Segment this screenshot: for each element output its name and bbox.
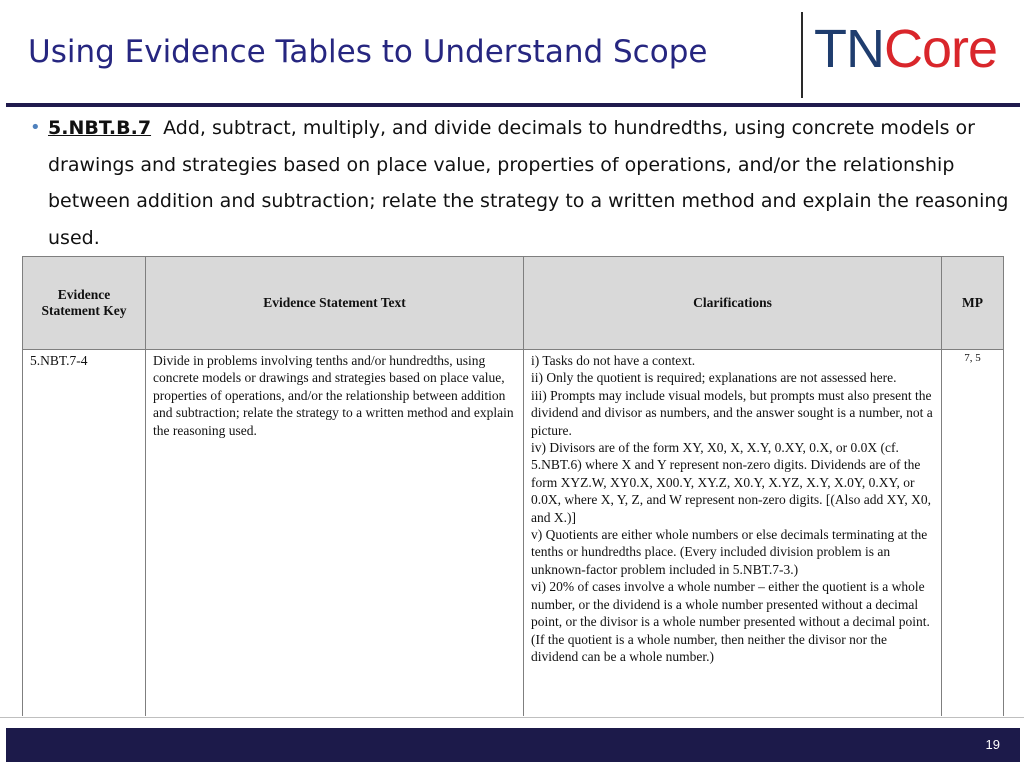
clarification-item: iii) Prompts may include visual models, but prompts must also present the dividend and divisor as numbers, and the answer sought is a number, not a picture. (531, 387, 933, 438)
cell-evidence-text: Divide in problems involving tenths and/or hundredths, using concrete models or drawings and strategies based on place value, properties of operations, and/or the relationship between addition and subtraction; relate the strategy to a written method and explain the reasoning used. (146, 350, 524, 717)
bottom-rule (0, 717, 1024, 718)
table-row (23, 350, 1004, 717)
cell-mp: 7, 5 (942, 350, 1004, 717)
footer-bar (6, 728, 1020, 762)
logo-part-core: Core (883, 19, 998, 79)
tncore-logo (814, 19, 998, 79)
header-evidence-statement-key: Evidence Statement Key (23, 257, 146, 350)
logo-divider (801, 12, 803, 98)
slide-title: Using Evidence Tables to Understand Scope (28, 34, 708, 70)
clarification-item: vi) 20% of cases involve a whole number – either the quotient is a whole number, or the dividend is a whole number presented without a decimal point, or the divisor is a whole number presented without a decimal point. (If the quotient is a whole number, then neither the divisor nor the dividend can be a whole number.) (531, 579, 930, 664)
title-rule (6, 103, 1020, 107)
header-mp: MP (942, 257, 1004, 350)
clarification-item: iv) Divisors are of the form XY, X0, X, X.Y, 0.XY, 0.X, or 0.0X (cf. 5.NBT.6) where X and Y represent non-zero digits. Dividends are of the form XYZ.W, XY0.X, X00.Y, XY.Z, X0.Y, X.YZ, X.Y, X.0Y, 0.XY, or 0.0X, where X, Y, Z, and W represent non-zero digits. [(Also add XY, X0, and X.)] (531, 440, 932, 525)
cell-evidence-key: 5.NBT.7-4 (23, 350, 146, 717)
standard-text-block (48, 110, 1010, 256)
header-evidence-statement-text: Evidence Statement Text (146, 257, 524, 350)
evidence-table (22, 256, 1004, 716)
page-number: 19 (985, 737, 1000, 752)
header-clarifications: Clarifications (524, 257, 942, 350)
standard-statement (30, 110, 1010, 256)
table-header-row (23, 257, 1004, 350)
clarification-item: ii) Only the quotient is required; explanations are not assessed here. (531, 370, 897, 386)
logo-part-tn: TN (814, 19, 884, 79)
standard-text: Add, subtract, multiply, and divide decimals to hundredths, using concrete models or drawings and strategies based on place value, properties of operations, and/or the relationship between addition and subtraction; relate the strategy to a written method and explain the reasoning used. (48, 117, 1009, 249)
bullet-icon: • (30, 117, 41, 138)
clarification-item: i) Tasks do not have a context. (531, 353, 696, 368)
clarification-item: v) Quotients are either whole numbers or else decimals terminating at the tenths or hundredths place. (Every included division problem is an unknown-factor problem included in 5.NBT.7-3.) (531, 527, 928, 577)
standard-code: 5.NBT.B.7 (48, 117, 152, 139)
cell-clarifications (524, 350, 942, 717)
